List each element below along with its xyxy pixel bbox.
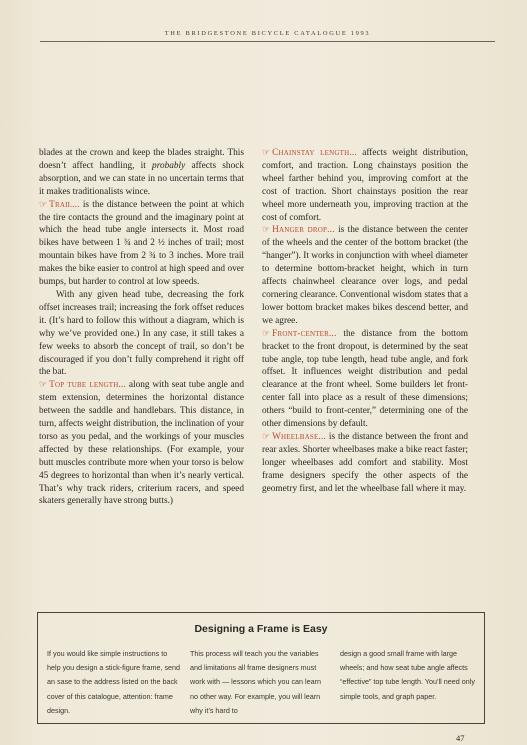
sidebar-column-1: If you would like simple instructions to help you design a stick-figure frame, send an sase to the address listed on the back cover of this catalogue, attention: frame design. <box>47 649 181 715</box>
wheelbase-text: is the distance between the front and rear axles. Shorter wheelbases make a bike react faster; longer wheelbases add comfort and stability. Most frame designers specify the other aspects of the geometry first, and let the wheelbase fall where it may. <box>262 431 468 494</box>
sidebar-column-2: This process will teach you the variables and limitations all frame designers must work with — lessons which you can learn no other way. For example, you will learn why it’s hard to <box>190 649 322 715</box>
term-chainstay-length: Chainstay length... <box>272 148 357 158</box>
right-column <box>262 147 468 495</box>
paragraph-fork-blades: blades at the crown and keep the blades straight. This doesn’t affect handling, it probably affects shock absorption, and we can state in no uncertain terms that it makes traditionalists wince. <box>39 148 244 197</box>
top-tube-text: along with seat tube angle and stem extension, determines the horizontal distance between the saddle and handlebars. This distance, in turn, affects weight distribution, the inclination of your torso as you pedal, and the workings of your muscles affected by these relationships. (For example, your butt muscles contribute more when your torso is below 45 degrees to horizontal than when it’s nearly vertical. That’s why track riders, criterium racers, and speed skaters generally have strong butts.) <box>39 380 244 507</box>
trail-text: is the distance between the point at which the tire contacts the ground and the imaginary point at which the head tube angle intersects it. Most road bikes have between 1 ¾ and 2 ½ inches of trail; most mountain bikes have from 2 ¾ to 3 inches. More trail makes the bike easier to control at high speed and over bumps, but harder to control at low speeds. <box>39 199 244 288</box>
header-rule <box>40 41 495 42</box>
page-number: 47 <box>456 733 465 743</box>
pointing-hand-icon: ☞ <box>262 328 271 339</box>
pointing-hand-icon: ☞ <box>39 380 48 391</box>
pointing-hand-icon: ☞ <box>262 225 271 236</box>
term-trail: Trail... <box>49 199 80 210</box>
paragraph-top-tube <box>39 379 244 508</box>
page-header <box>40 30 495 42</box>
term-hanger-drop: Hanger drop... <box>272 225 335 236</box>
pointing-hand-icon: ☞ <box>262 148 271 158</box>
sidebar-title: Designing a Frame is Easy <box>194 623 328 635</box>
term-front-center: Front-center... <box>272 328 337 339</box>
sidebar-box <box>37 612 485 724</box>
pointing-hand-icon: ☞ <box>39 199 48 210</box>
paragraph-fork-offset: With any given head tube, decreasing the fork offset increases trail; increasing the fork offset reduces it. (It’s hard to follow this without a diagram, which is why we’ve provided one.) In any case, it still takes a few weeks to absorb the concept of trail, so don’t be discouraged if you don’t fully comprehend it right off the bat. <box>39 289 244 378</box>
header-title: THE BRIDGESTONE BICYCLE CATALOGUE 1993 <box>164 30 371 37</box>
term-top-tube-length: Top tube length... <box>49 380 127 391</box>
paragraph-wheelbase <box>262 431 468 496</box>
paragraph-hanger-drop <box>262 224 468 327</box>
left-column <box>39 147 244 508</box>
hanger-drop-text: is the distance between the center of the wheels and the center of the bottom bracket (the “hanger”). It works in conjunction with wheel diameter to determine bottom-bracket height, which in turn affects chainwheel clearance over logs, and pedal cornering clearance. Conventional wisdom states that a lower bottom bracket makes bikes descend better, and we agree. <box>262 225 469 326</box>
chainstay-text: affects weight distribution, comfort, and traction. Long chainstays position the wheel farther behind you, improving comfort at the cost of traction. Short chainstays position the rear wheel more underneath you, improving traction at the cost of comfort. <box>262 148 468 223</box>
sidebar-column-3: design a good small frame with large wheels; and how seat tube angle affects “effective” top tube length. You’ll need only simple tools, and graph paper. <box>340 649 475 701</box>
paragraph-trail <box>39 199 244 289</box>
front-center-text: the distance from the bottom bracket to the front dropout, is determined by the seat tube angle, top tube length, head tube angle, and fork offset. It influences weight distribution and pedal clearance at the front wheel. Some builders let front-center fall into place as a result of these dimensions; others “build to front-center,” determining one of the other dimensions by default. <box>262 328 468 430</box>
paragraph-chainstay <box>262 147 468 224</box>
pointing-hand-icon: ☞ <box>262 431 271 442</box>
paragraph-front-center <box>262 328 468 431</box>
term-wheelbase: Wheelbase... <box>272 431 327 442</box>
